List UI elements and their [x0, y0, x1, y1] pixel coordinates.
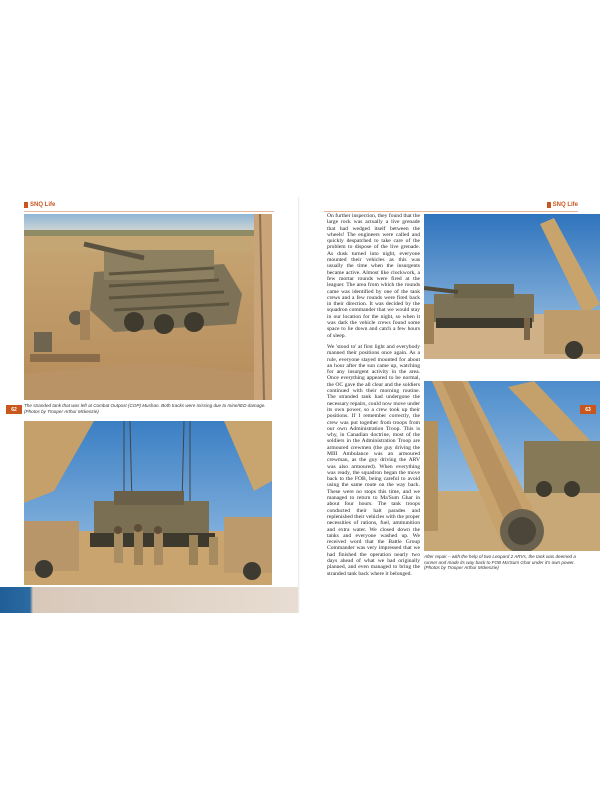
photo-boom-closeup: [424, 381, 600, 551]
magazine-spread: [0, 197, 600, 613]
bottom-band-left: [0, 587, 300, 613]
section-mark-icon: [547, 202, 551, 208]
page-number-left: 62: [6, 405, 22, 414]
left-page: [0, 197, 300, 613]
section-mark-icon: [24, 202, 28, 208]
article-body: [327, 213, 420, 585]
section-title-right: SNQ Life: [552, 202, 578, 208]
section-title-left: SNQ Life: [30, 202, 56, 208]
section-header-left: [24, 202, 55, 208]
article-paragraph: We 'stood to' at first light and everybody manned their positions once again. As a rule, everyone stayed mounted for about an hour after the sun came up, watching for any insurgent activity in the area. Once everything appeared to be normal, the OC gave the all clear and the soldiers continued with their morning routine. The stranded tank had undergone the necessary repairs, could now move under its own power, so a crew took up their positions. If I remember correctly, the crew was put together from troops from our own Administration Troop. This is why, in Canadian doctrine, most of the soldiers in the Administration Troop are armoured crewmen (the guy driving the MIII Ambulance was an armoured crewman, as the guy driving the ARV was also armoured). When everything was ready, the squadron began the move back to the FOB, being careful to avoid using the same route on the way back. These were no stops this time, and we managed to return to Ma'Sum Ghar in about four hours. The tank troops conducted their halt parades and replenished their vehicles with the proper necessities of rations, fuel, ammunition and extra water. We closed down the tanks and everyone washed up. We received word that the Battle Group Commander was very impressed that we had finished the operation nearly two days ahead of what we had originally planned, and even managed to bring the stranded tank back where it belonged.: [327, 343, 420, 577]
photo-stranded-tank: [24, 214, 272, 400]
header-rule-right: [324, 211, 578, 212]
photo-arv-recovery: [424, 214, 600, 359]
article-paragraph: On further inspection, they found that the large rock was actually a live grenade that had wedged itself between the wheels! The engineers were called and quickly despatched to take care of the problem to dispose of the live grenade. As dusk turned into night, everyone mounted their vehicles as this was usually the time when the insurgents became active. Almost like clockwork, a few mortar rounds were fired at the leaguer. The area from which the rounds came was identified by one of the tank crews and a few rounds were fired back in their direction. It was decided by the squadron commander that we would stay in our location for the night, so when it was dark the vehicle crews found some space to lie down and catch a few hours of sleep.: [327, 213, 420, 339]
header-rule-left: [24, 211, 274, 212]
photo-crane-lift: [24, 421, 272, 585]
section-header-right: [547, 202, 578, 208]
page-number-right: 63: [580, 405, 596, 414]
caption-right-bottom: After repair – with the help of two Leopard 2 ARVs, the tank was deemed a runner and made its way back to FOB Ma'Sum Ghar under it's own power. (Photos by Trooper Arthur Mckenzie): [424, 554, 576, 571]
caption-left-top: The stranded tank that was left at Combat Outpost (COP) Mushan. Both tracks were missing due to mine/IED damage. (Photos by Trooper Arthur Mckenzie): [24, 403, 266, 414]
